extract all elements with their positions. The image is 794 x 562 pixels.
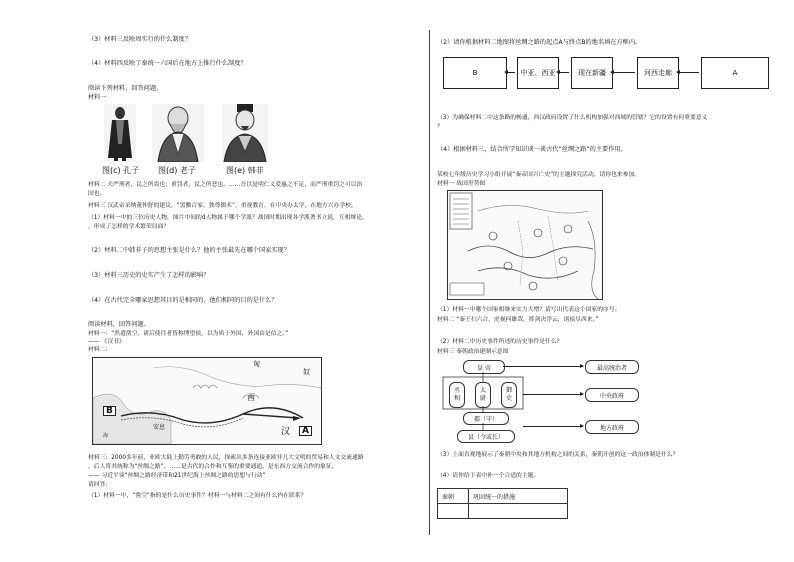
right-material-3: 材料三 秦朝政治建制示意图 <box>437 349 509 355</box>
org-chart-lines <box>437 355 547 450</box>
section-3-material-2: 材料二： <box>88 347 112 353</box>
question-4b: （4）在古代完全哪家思想其目的是相同的，他们相同的目的是什么？ <box>88 297 278 304</box>
right-question-4: （4）根据材料三，结合所学知识谈一谈古代“丝绸之路”的主要作用。 <box>437 146 627 153</box>
section-3-question-1: （1）材料一中，“凿空”指的是什么历史事件？材料一与材料二之间有什么内在联系？ <box>88 493 307 499</box>
right-question-3: （3）为确保材料二中这条路的畅通，西汉政府设置了什么机构加强对西域的管辖？它的设置有何重要意义 <box>437 115 708 121</box>
measures-table <box>437 488 568 519</box>
right-intro: 某校七年级历史学习小组开展“秦帝国兴亡史”的主题探究活动，请你也来参加。 <box>437 172 641 178</box>
map-label-anxi: 安息 <box>153 424 166 431</box>
right-question-2: （2）请你根据材料二地图将丝绸之路的起点A与终点B的地名填在方框内。 <box>437 39 642 46</box>
org-censor: 御 史 <box>501 382 517 408</box>
question-2: （2）材料二中韩非子的思想主张是什么？他的主张最先在哪个国家实现？ <box>88 247 290 254</box>
section-3-material-3-line1: 材料三：2000多年前，亚欧大陆上勤劳勇敢的人民，探索出多条连接亚欧非几大文明的贸易和人文交流通路 <box>88 455 364 461</box>
flow-box-b: B <box>443 57 507 89</box>
right-column <box>437 0 777 562</box>
map-label-sea: 海 <box>103 433 109 439</box>
flow-box-xinjiang: 现在新疆 <box>571 57 613 89</box>
section-3-source: —— 《汉书》 <box>88 339 125 345</box>
material-3-line1: 材料三 汉武帝采纳董仲舒的建议，“罢黜百家，独尊儒术”，重视教育，在中央办太学，在地方兴办学校。 <box>88 203 357 209</box>
section-3-material-1: 材料一：“然遣凿空，诸后使往者皆称博望侯，以为质于外国，外国由是信之。” <box>88 331 289 337</box>
flow-box-central-asia: 中亚、西亚 <box>517 57 559 89</box>
map-label-han: 汉 <box>281 427 291 437</box>
flow-box-hexi-corridor: 河西走廊 <box>637 57 679 89</box>
map-label-xiongnu-1: 匈 <box>253 360 260 368</box>
laozi-portrait <box>152 104 204 162</box>
caption-hanfei: 图(e) 韩非 <box>226 166 264 175</box>
flow-box-a: A <box>701 57 769 89</box>
silk-road-map <box>92 357 322 445</box>
question-3: （3）材料三反映周实行的什么制度？ <box>88 36 191 43</box>
org-local-government: 地方政府 <box>585 420 639 434</box>
right-question-2b: （2）材料二中历史事件所述的历史事件是什么？ <box>437 339 563 345</box>
right-material-1: 材料一 战国形势图 <box>437 181 486 187</box>
section-3-material-3-line2: ，后人将其统称为“丝绸之路”。……是古代的合作和互鉴的重要通道，是东西方交流合作的象征。 <box>88 464 338 470</box>
table-cell-empty <box>469 504 568 519</box>
question-4: （4）材料四反映了秦统一六国后在地方上推行什么制度？ <box>88 60 247 67</box>
map-label-xi: 西 <box>247 393 255 402</box>
warring-states-map <box>447 190 603 300</box>
map-label-a: A <box>299 426 312 436</box>
org-county: 县（令或长） <box>457 430 515 443</box>
question-1a: （1）材料一中的三位历史人物，图片中间的d人物属于哪个学派？战国时期出现各学派著书立说，互相辩论， <box>88 215 368 221</box>
map-label-b: B <box>103 406 116 416</box>
flow-arrow <box>611 72 635 73</box>
flow-arrow <box>677 72 699 73</box>
caption-confucius: 图(c) 孔子 <box>102 166 140 175</box>
right-question-4c: （4）请你给下表中补一个合适的主题。 <box>437 473 540 479</box>
section-3-ask: 请回答： <box>88 482 112 488</box>
section-intro: 阅读下列材料，回答问题。 <box>88 85 163 92</box>
hanfei-portrait <box>222 104 268 162</box>
org-emperor: 皇 帝 <box>463 360 505 374</box>
left-column <box>88 0 423 562</box>
table-cell-dynasty: 秦朝 <box>438 489 469 504</box>
right-question-1: （1）材料一中哪个国家相继来实力大增？请写出代表这个国家的序号。 <box>437 307 621 313</box>
map-label-xiongnu-2: 奴 <box>303 368 310 376</box>
question-1b: ，形成了怎样的学术繁荣局面？ <box>88 224 170 230</box>
material-label: 材料一 <box>88 94 107 101</box>
section-3-intro: 阅读材料，回答问题。 <box>88 321 150 328</box>
right-question-3c: （3）上面直观地展示了秦朝中央和其地方机构之间的关系，秦朝开创的这一政治体制是什么？ <box>437 452 679 458</box>
right-material-2: 材料二 “秦王扫六合，虎视何雄哉，挥剑决浮云，诸侯尽西来。” <box>437 317 599 323</box>
flow-arrow <box>557 72 569 73</box>
confucius-portrait <box>104 104 136 162</box>
org-taiwei: 太 尉 <box>475 382 491 408</box>
caption-laozi: 图(d) 老子 <box>158 166 196 175</box>
table-cell-measures: 巩固统一的措施 <box>469 489 568 504</box>
question-3b: （3）材料三历史的史实产生了怎样的影响？ <box>88 272 210 279</box>
material-2-line1: 材料二 夫严刑者，民之所畏也；重罚者，民之所恶也。……吾以是明仁义爱惠之不足，而严刑重罚之可以治 <box>88 182 363 188</box>
flow-arrow <box>505 72 515 73</box>
section-3-material-3-source: —— 习近平谈“丝绸之路经济带和21世纪海上丝绸之路的思想与行动” <box>88 473 266 479</box>
right-question-3b: ？ <box>437 124 443 130</box>
material-2-line2: 国也。 <box>88 191 106 197</box>
org-commandery: 郡（守） <box>463 412 509 425</box>
org-central-government: 中央政府 <box>585 388 639 402</box>
table-cell-empty <box>438 504 469 519</box>
column-divider <box>429 30 430 535</box>
org-supreme-ruler: 最高统治者 <box>585 360 639 374</box>
org-chancellor: 丞 相 <box>449 382 465 408</box>
